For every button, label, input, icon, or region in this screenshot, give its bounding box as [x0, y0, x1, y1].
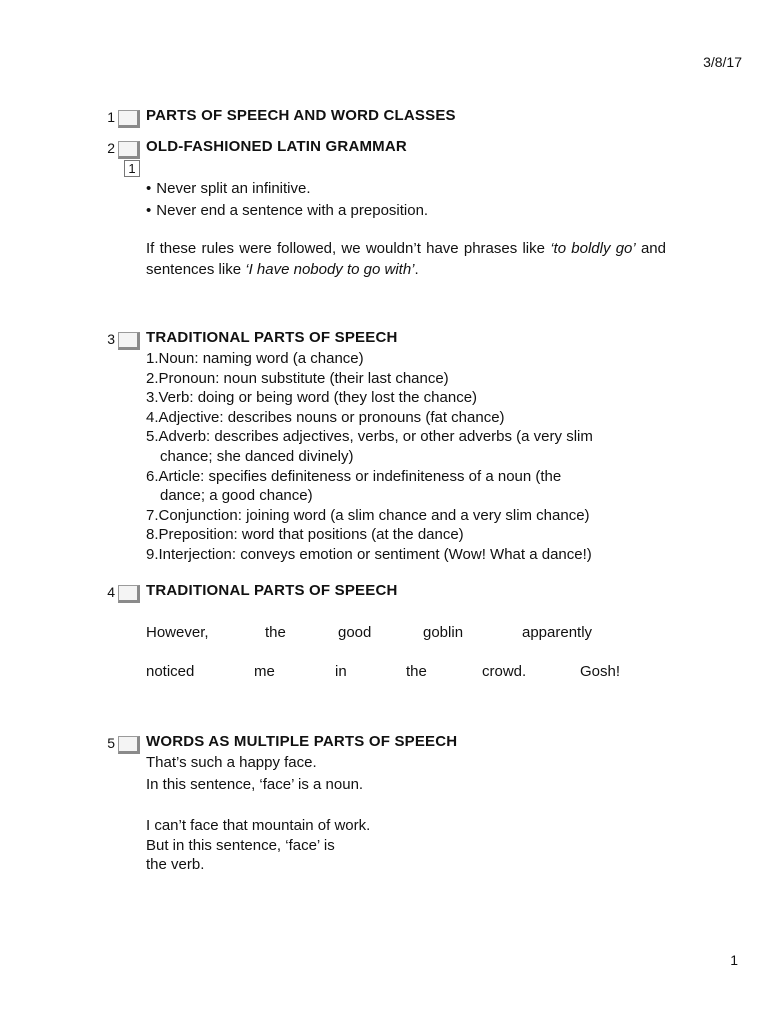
- list-item: 4.Adjective: describes nouns or pronouns (fat chance): [146, 408, 505, 426]
- slide-number: 3: [107, 331, 115, 347]
- parts-of-speech-list: [146, 349, 676, 565]
- example-line: the verb.: [146, 856, 205, 873]
- list-item: • Never end a sentence with a preposition.: [146, 200, 428, 222]
- slide-thumbnail-icon: [118, 332, 140, 350]
- list-item-line: 6.Article: specifies definiteness or indefiniteness of a noun (the: [146, 467, 562, 485]
- list-item: 8.Preposition: word that positions (at the dance): [146, 526, 464, 544]
- paragraph-text: and sentences like: [146, 240, 666, 278]
- example-line: I can’t face that mountain of work.: [146, 817, 371, 834]
- sub-slide-number: 1: [124, 160, 140, 177]
- sentence-word: the: [265, 624, 286, 641]
- page-number: 1: [730, 952, 738, 968]
- paragraph-example: ‘to boldly go’: [550, 240, 636, 257]
- sentence-word: Gosh!: [580, 663, 621, 680]
- section-heading: TRADITIONAL PARTS OF SPEECH: [146, 582, 398, 599]
- example-line: In this sentence, ‘face’ is a noun.: [146, 776, 364, 793]
- list-item-continuation: dance; a good chance): [160, 487, 313, 505]
- sentence-word: apparently: [522, 624, 593, 641]
- rules-paragraph: [146, 238, 666, 280]
- sentence-word: in: [335, 663, 347, 680]
- list-item: 2.Pronoun: noun substitute (their last chance): [146, 369, 449, 387]
- section-heading: TRADITIONAL PARTS OF SPEECH: [146, 329, 398, 346]
- example-line: But in this sentence, ‘face’ is: [146, 837, 335, 854]
- paragraph-text: .: [414, 261, 419, 278]
- sentence-word: the: [406, 663, 427, 680]
- paragraph-example: ‘I have nobody to go with’: [245, 261, 415, 278]
- list-item: 1.Noun: naming word (a chance): [146, 350, 364, 367]
- paragraph-text: If these rules were followed, we wouldn’t have phrases like: [146, 240, 551, 257]
- slide-thumbnail-icon: [118, 585, 140, 603]
- list-item: 9.Interjection: conveys emotion or sentiment (Wow! What a dance!): [146, 545, 592, 563]
- list-item: [146, 427, 676, 466]
- slide-number: 5: [107, 735, 115, 751]
- slide-number: 2: [107, 140, 115, 156]
- slide-thumbnail-icon: [118, 110, 140, 128]
- slide-thumbnail-icon: [118, 141, 140, 159]
- section-heading: OLD-FASHIONED LATIN GRAMMAR: [146, 138, 407, 155]
- section-heading: WORDS AS MULTIPLE PARTS OF SPEECH: [146, 733, 458, 750]
- slide-thumbnail-icon: [118, 736, 140, 754]
- sentence-word: noticed: [146, 663, 195, 680]
- sentence-word: crowd.: [482, 663, 527, 680]
- slide-number: 4: [107, 584, 115, 600]
- section-heading: PARTS OF SPEECH AND WORD CLASSES: [146, 107, 456, 124]
- rules-list: [146, 178, 428, 222]
- sentence-word: good: [338, 624, 372, 641]
- slide-number: 1: [107, 109, 115, 125]
- list-item: 3.Verb: doing or being word (they lost the chance): [146, 389, 478, 407]
- sentence-word: goblin: [423, 624, 464, 641]
- sentence-word: However,: [146, 624, 209, 641]
- page-date: 3/8/17: [703, 54, 742, 70]
- list-item: • Never split an infinitive.: [146, 178, 428, 200]
- list-item-line: 5.Adverb: describes adjectives, verbs, or other adverbs (a very slim: [146, 428, 593, 446]
- list-item-continuation: chance; she danced divinely): [160, 447, 354, 465]
- sentence-word: me: [254, 663, 275, 680]
- list-item: [146, 467, 676, 506]
- list-item: 7.Conjunction: joining word (a slim chance and a very slim chance): [146, 506, 590, 524]
- example-line: That’s such a happy face.: [146, 754, 317, 771]
